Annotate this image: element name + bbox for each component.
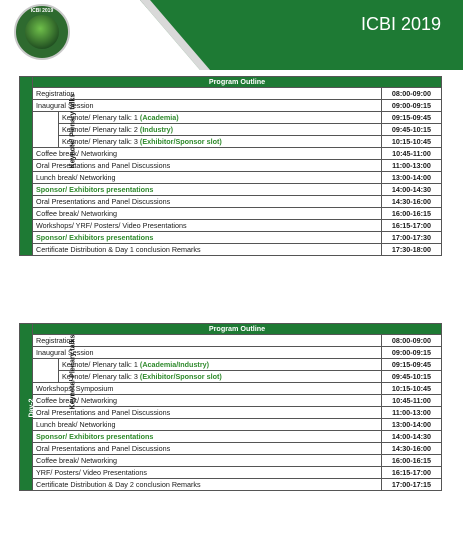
time-cell: 10:15-10:45 bbox=[381, 136, 441, 148]
talk-activity-cell bbox=[59, 136, 382, 148]
activity-cell: Coffee break/ Networking bbox=[33, 208, 382, 220]
time-cell: 11:00-13:00 bbox=[381, 160, 441, 172]
time-cell: 17:00-17:30 bbox=[381, 232, 441, 244]
time-cell: 13:00-14:00 bbox=[381, 419, 441, 431]
talk-category: (Academia/Industry) bbox=[139, 359, 210, 369]
activity-cell: Oral Presentations and Panel Discussions bbox=[33, 196, 382, 208]
schedule-row bbox=[20, 467, 442, 479]
activity-cell: Oral Presentations and Panel Discussions bbox=[33, 160, 382, 172]
activity-cell: Coffee break/ Networking bbox=[33, 148, 382, 160]
activity-cell: Coffee break/ Networking bbox=[33, 395, 382, 407]
schedule-row bbox=[20, 443, 442, 455]
site-title: ICBI 2019 bbox=[360, 14, 441, 34]
schedule-row bbox=[20, 431, 442, 443]
schedule-row bbox=[20, 347, 442, 359]
talks-label-text: Keynote/ Plenary talks bbox=[69, 334, 77, 409]
activity-cell: Workshops/ Symposium bbox=[33, 383, 382, 395]
time-cell: 10:45-11:00 bbox=[381, 395, 441, 407]
talk-row bbox=[20, 136, 442, 148]
schedule-row bbox=[20, 100, 442, 112]
time-cell: 17:00-17:15 bbox=[381, 479, 441, 491]
activity-cell: Inaugural Session bbox=[33, 100, 382, 112]
schedule-row bbox=[20, 395, 442, 407]
time-cell: 16:00-16:15 bbox=[381, 208, 441, 220]
day2-day-label: Day-2 bbox=[28, 397, 36, 418]
talks-label-text: Keynote/ Plenary talks bbox=[69, 93, 77, 168]
time-cell: 09:00-09:15 bbox=[381, 100, 441, 112]
time-cell: 16:15-17:00 bbox=[381, 220, 441, 232]
talk-activity-cell bbox=[59, 112, 382, 124]
activity-cell: Oral Presentations and Panel Discussions bbox=[33, 443, 382, 455]
activity-cell: Sponsor/ Exhibitors presentations bbox=[33, 184, 382, 196]
schedule-row bbox=[20, 335, 442, 347]
schedule-row bbox=[20, 88, 442, 100]
time-cell: 10:45-11:00 bbox=[381, 148, 441, 160]
talk-prefix: Keynote/ Plenary talk: 3 bbox=[62, 136, 140, 146]
talk-activity-cell bbox=[59, 371, 382, 383]
schedule-row bbox=[20, 160, 442, 172]
schedule-row bbox=[20, 455, 442, 467]
time-cell: 14:30-16:00 bbox=[381, 443, 441, 455]
time-cell: 10:15-10:45 bbox=[381, 383, 441, 395]
activity-cell: Sponsor/ Exhibitors presentations bbox=[33, 232, 382, 244]
talk-prefix: Keynote/ Plenary talk: 1 bbox=[62, 112, 140, 122]
time-cell: 09:15-09:45 bbox=[381, 359, 441, 371]
activity-cell: Certificate Distribution & Day 2 conclusion Remarks bbox=[33, 479, 382, 491]
talk-prefix: Keynote/ Plenary talk: 3 bbox=[62, 371, 140, 381]
activity-cell: Inaugural Session bbox=[33, 347, 382, 359]
schedule-row bbox=[20, 148, 442, 160]
talk-category: (Industry) bbox=[139, 124, 174, 134]
day1-side-bar bbox=[20, 77, 33, 256]
time-cell: 14:00-14:30 bbox=[381, 184, 441, 196]
schedule-row bbox=[20, 196, 442, 208]
time-cell: 09:45-10:15 bbox=[381, 124, 441, 136]
talk-activity-cell bbox=[59, 359, 382, 371]
time-cell: 13:00-14:00 bbox=[381, 172, 441, 184]
time-cell: 14:00-14:30 bbox=[381, 431, 441, 443]
conference-logo bbox=[14, 4, 70, 60]
talk-row bbox=[20, 112, 442, 124]
activity-cell: Certificate Distribution & Day 1 conclusion Remarks bbox=[33, 244, 382, 256]
talk-category: (Exhibitor/Sponsor slot) bbox=[139, 371, 222, 381]
day1-table-heading: Program Outline bbox=[33, 77, 442, 88]
day1-program-table bbox=[19, 76, 442, 256]
time-cell: 08:00-09:00 bbox=[381, 335, 441, 347]
activity-cell: YRF/ Posters/ Video Presentations bbox=[33, 467, 382, 479]
schedule-row bbox=[20, 419, 442, 431]
activity-cell: Oral Presentations and Panel Discussions bbox=[33, 407, 382, 419]
schedule-row bbox=[20, 172, 442, 184]
activity-cell: Sponsor/ Exhibitors presentations bbox=[33, 431, 382, 443]
talk-category: (Exhibitor/Sponsor slot) bbox=[139, 136, 222, 146]
time-cell: 16:00-16:15 bbox=[381, 455, 441, 467]
page-header bbox=[0, 0, 463, 70]
schedule-row bbox=[20, 220, 442, 232]
time-cell: 09:00-09:15 bbox=[381, 347, 441, 359]
schedule-row bbox=[20, 407, 442, 419]
day2-side-bar bbox=[20, 324, 36, 491]
schedule-row bbox=[20, 244, 442, 256]
schedule-row bbox=[20, 232, 442, 244]
activity-cell: Lunch break/ Networking bbox=[33, 172, 382, 184]
schedule-row bbox=[20, 479, 442, 491]
talk-row bbox=[20, 371, 442, 383]
talk-prefix: Keynote/ Plenary talk: 2 bbox=[62, 124, 140, 134]
talk-row bbox=[20, 124, 442, 136]
activity-cell: Registration bbox=[33, 88, 382, 100]
talk-category: (Academia) bbox=[139, 112, 179, 122]
time-cell: 11:00-13:00 bbox=[381, 407, 441, 419]
day2-table-heading: Program Outline bbox=[33, 324, 442, 335]
talk-prefix: Keynote/ Plenary talk: 1 bbox=[62, 359, 140, 369]
logo-text: ICBI 2019 bbox=[30, 8, 54, 14]
activity-cell: Lunch break/ Networking bbox=[33, 419, 382, 431]
talk-row bbox=[20, 359, 442, 371]
day2-heading-row bbox=[20, 324, 442, 335]
activity-cell: Workshops/ YRF/ Posters/ Video Presentations bbox=[33, 220, 382, 232]
day1-heading-row bbox=[20, 77, 442, 88]
schedule-row bbox=[20, 208, 442, 220]
time-cell: 14:30-16:00 bbox=[381, 196, 441, 208]
logo-emblem-icon bbox=[25, 15, 59, 49]
talk-activity-cell bbox=[59, 124, 382, 136]
time-cell: 16:15-17:00 bbox=[381, 467, 441, 479]
time-cell: 17:30-18:00 bbox=[381, 244, 441, 256]
time-cell: 09:15-09:45 bbox=[381, 112, 441, 124]
activity-cell: Coffee break/ Networking bbox=[33, 455, 382, 467]
day2-program-table bbox=[19, 323, 442, 491]
time-cell: 09:45-10:15 bbox=[381, 371, 441, 383]
schedule-row bbox=[20, 383, 442, 395]
schedule-row bbox=[20, 184, 442, 196]
time-cell: 08:00-09:00 bbox=[381, 88, 441, 100]
activity-cell: Registration bbox=[33, 335, 382, 347]
